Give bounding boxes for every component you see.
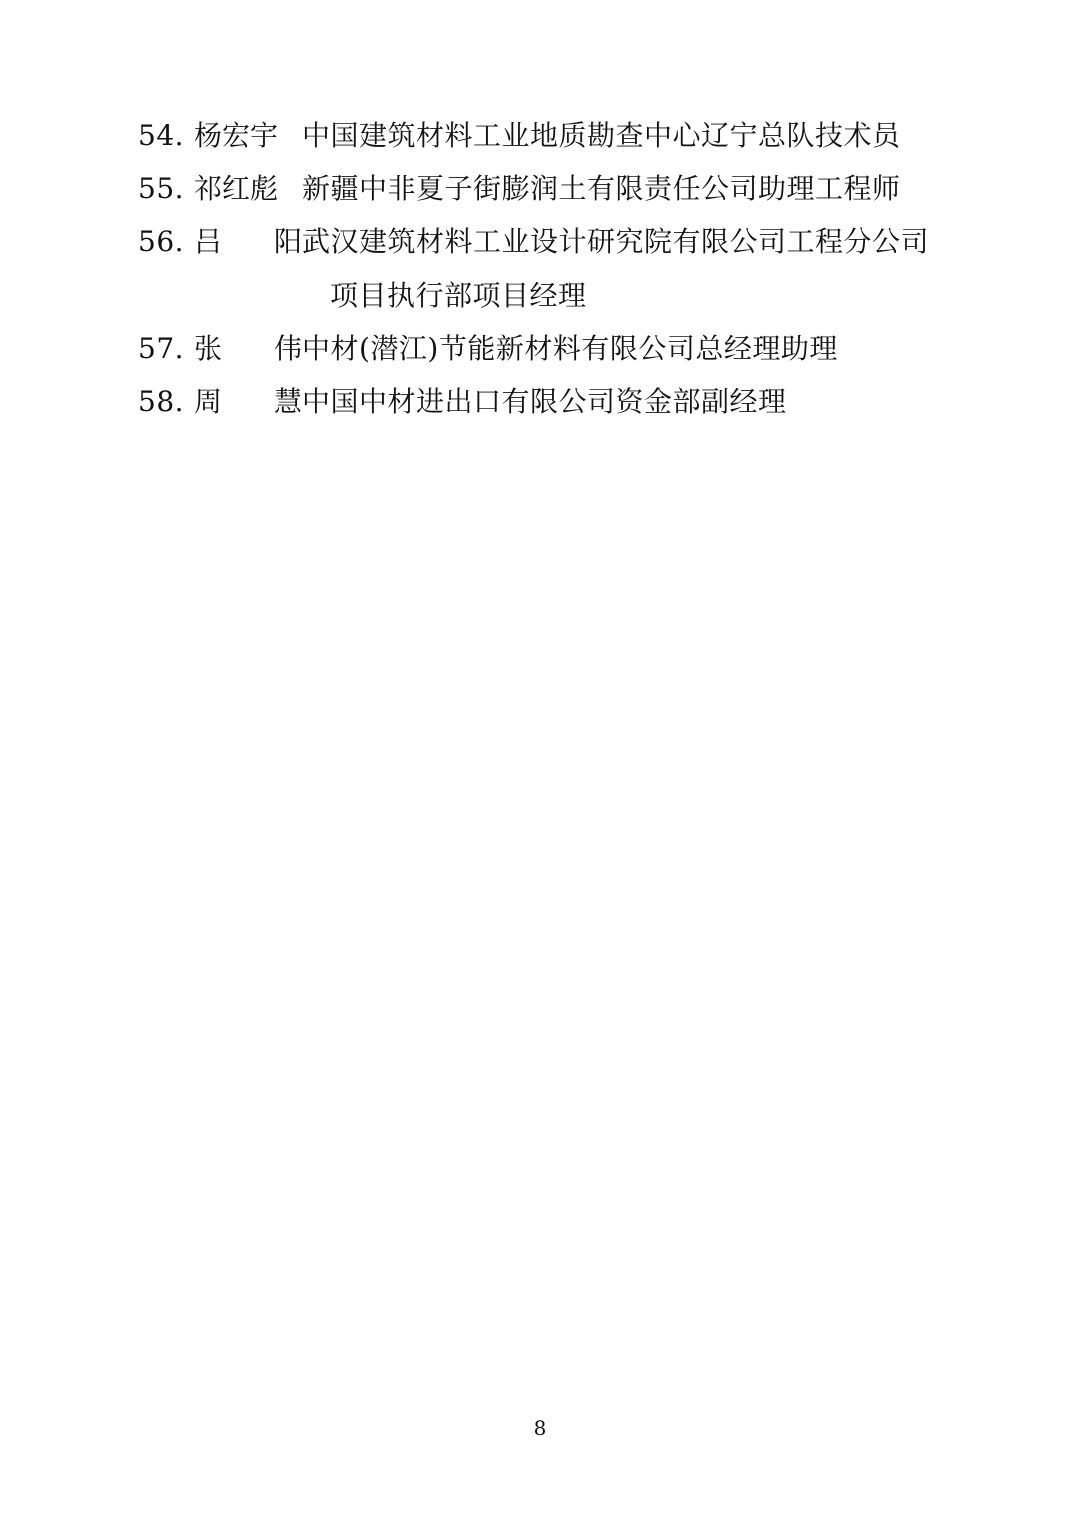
entry-organization: [302, 385, 948, 418]
entry-organization-line1: 新疆中非夏子街膨润土有限责任公司助理工程师: [302, 172, 901, 205]
page-number: 8: [533, 1416, 547, 1440]
entry-name: [194, 332, 302, 365]
entry-name-char-1: 周: [194, 385, 223, 418]
entry-name-char-2: 慧: [273, 385, 302, 418]
entry-name-char-1: 吕: [194, 225, 223, 258]
list-item: [138, 119, 948, 152]
list-item: [138, 385, 948, 418]
entry-number: 54.: [138, 119, 185, 152]
list-item: [138, 332, 948, 365]
entry-organization-line1: 中材(潜江)节能新材料有限公司总经理助理: [302, 332, 838, 365]
entry-name-char-2: 伟: [273, 332, 302, 365]
entry-number: 56.: [138, 225, 185, 258]
entry-name-char-2: 阳: [273, 225, 302, 258]
entry-number: 55.: [138, 172, 185, 205]
entry-organization: [302, 225, 948, 312]
entry-organization-line1: 武汉建筑材料工业设计研究院有限公司工程分公司: [302, 225, 930, 258]
list-item: [138, 225, 948, 312]
entry-name-char-1: 张: [194, 332, 223, 365]
entry-name: [194, 225, 302, 258]
entry-number: 58.: [138, 385, 185, 418]
entry-organization-line1: 中国中材进出口有限公司资金部副经理: [302, 385, 787, 418]
entry-organization: [302, 172, 948, 205]
entry-organization: [302, 119, 948, 152]
entry-number: 57.: [138, 332, 185, 365]
entry-organization: [302, 332, 948, 365]
list-item: [138, 172, 948, 205]
entry-name: 祁红彪: [194, 172, 279, 205]
entry-organization-line1: 中国建筑材料工业地质勘查中心辽宁总队技术员: [302, 119, 901, 152]
entry-name: [194, 385, 302, 418]
entry-organization-line2: 项目执行部项目经理: [330, 279, 587, 312]
entry-list: [138, 119, 948, 441]
entry-name: 杨宏宇: [194, 119, 279, 152]
